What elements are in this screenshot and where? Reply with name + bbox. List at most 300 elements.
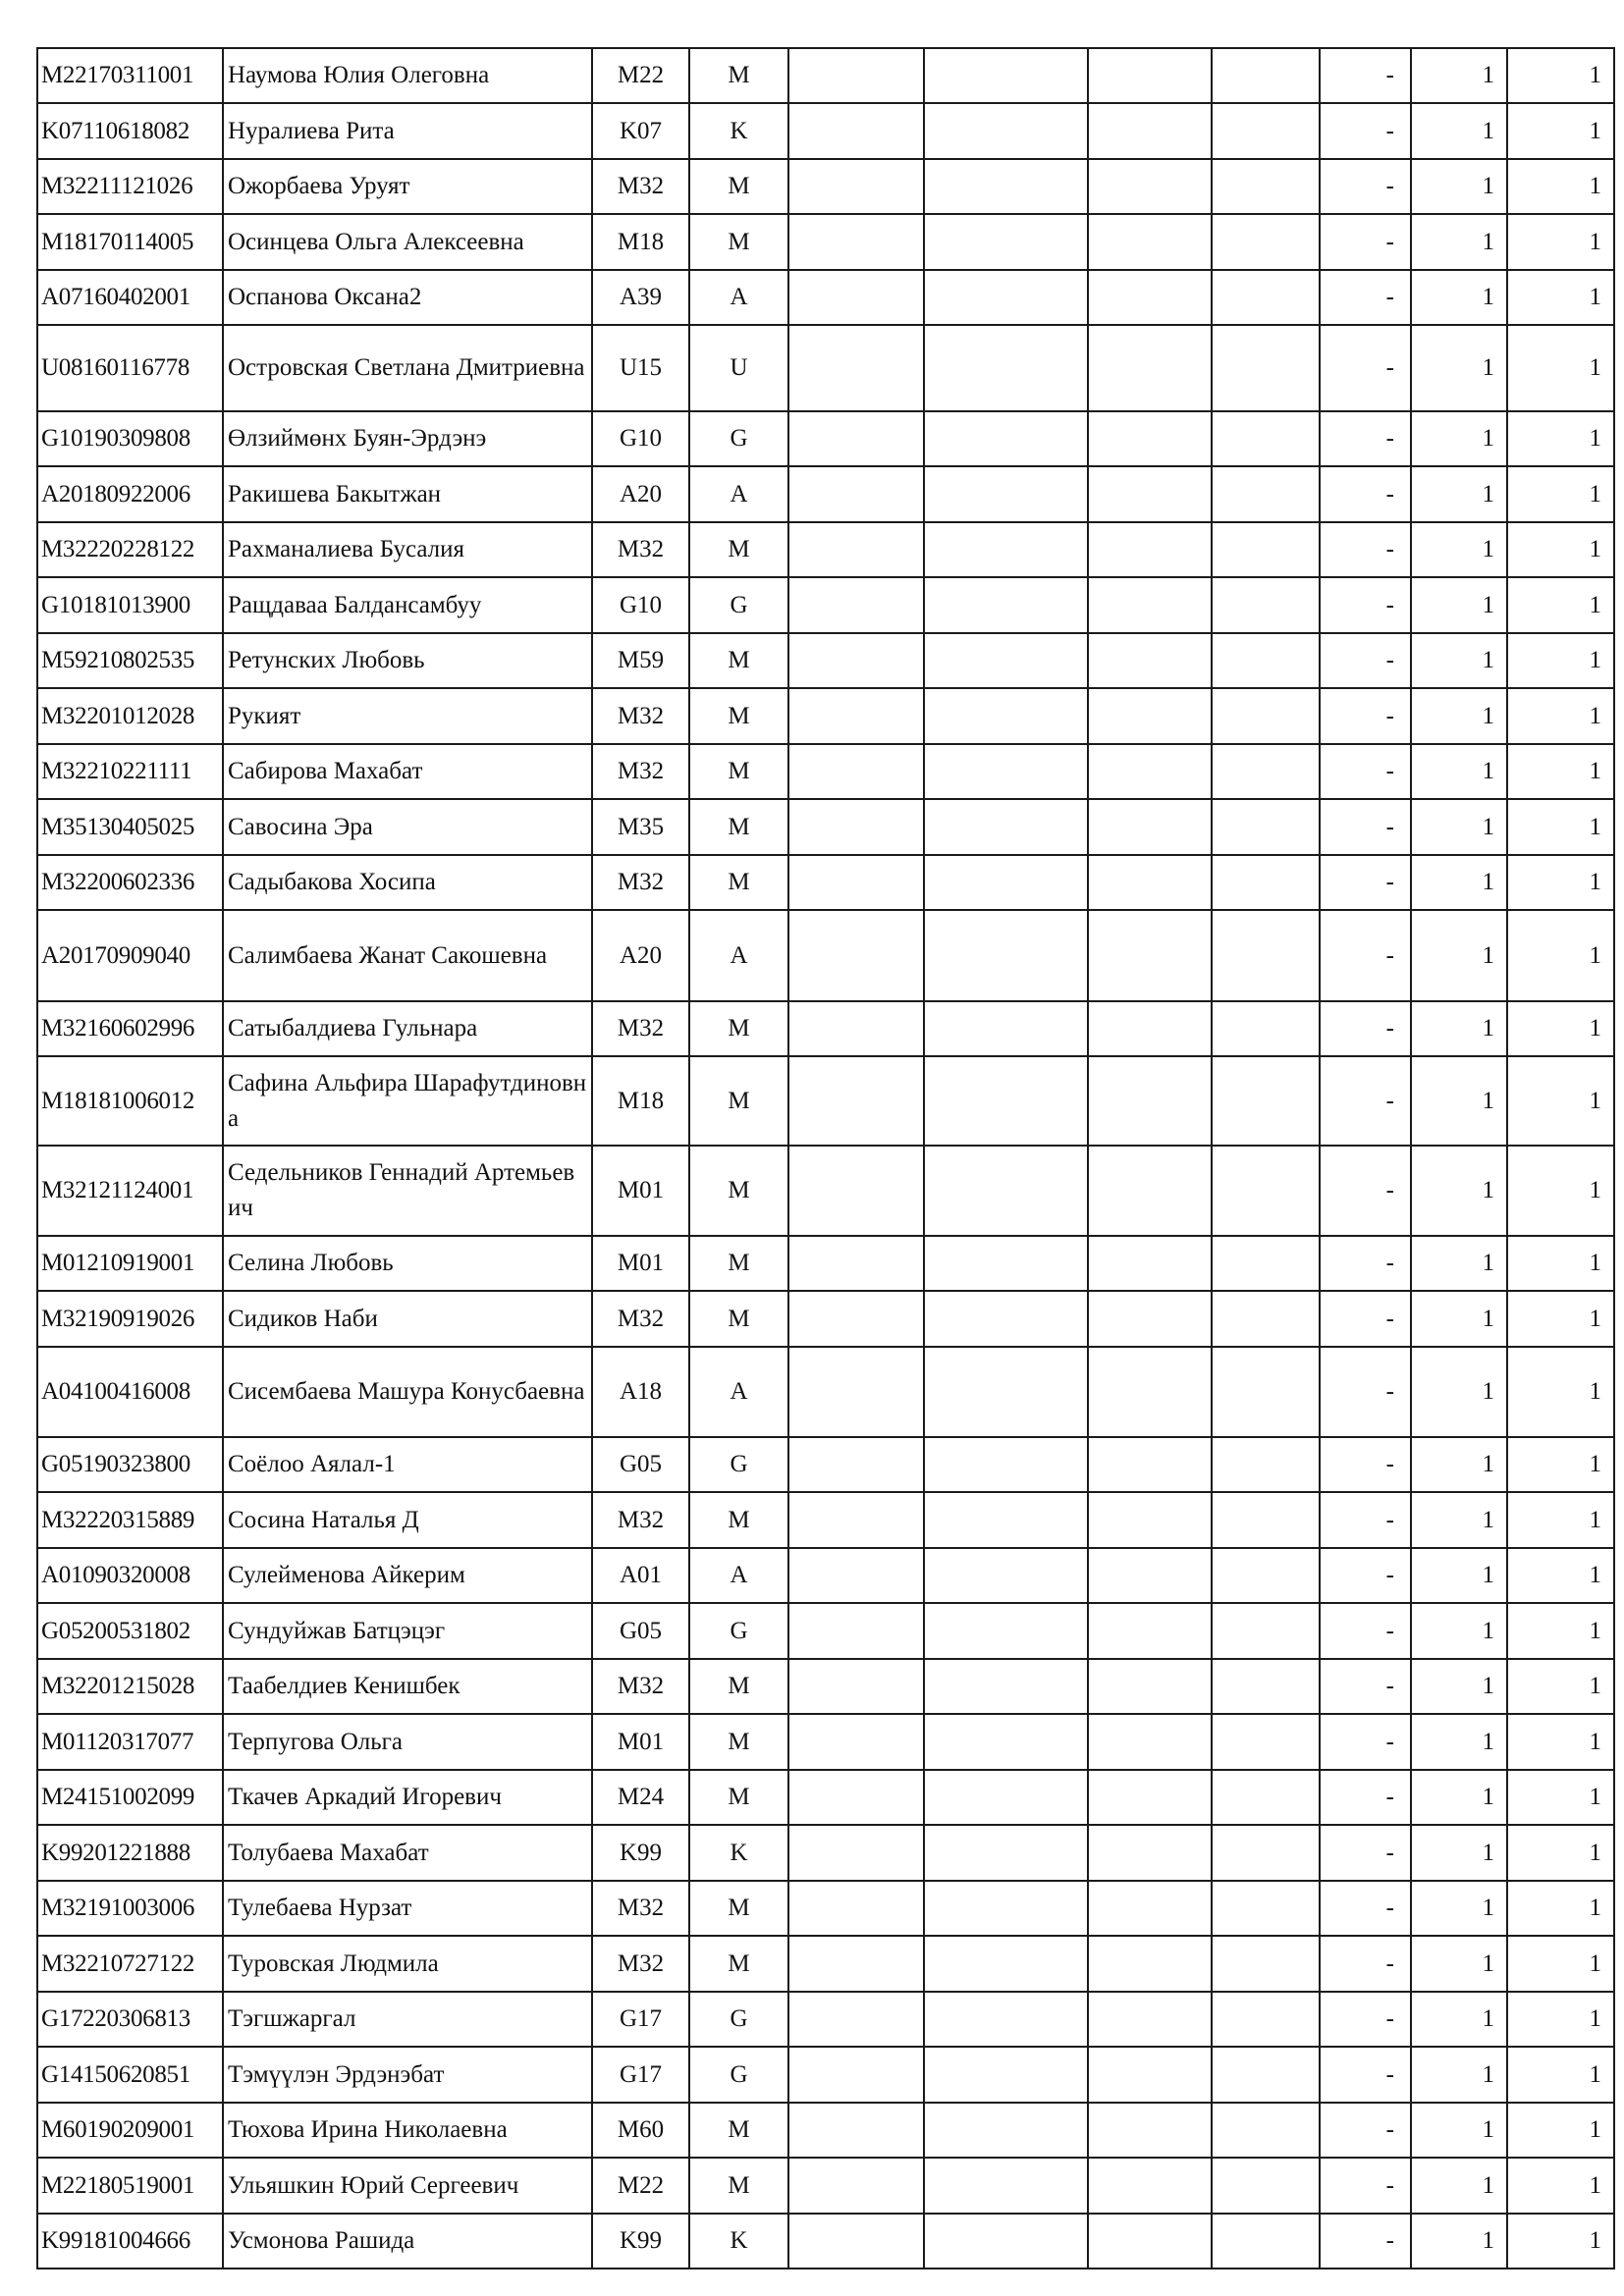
empty-cell	[924, 1936, 1088, 1992]
table-row	[37, 577, 1614, 633]
group-code-cell: U15	[592, 325, 689, 411]
participant-id-cell: K99201221888	[37, 1825, 223, 1881]
dash-cell: -	[1320, 1492, 1411, 1548]
value-2-cell: 1	[1507, 1825, 1614, 1881]
empty-cell	[1088, 2214, 1212, 2269]
category-letter-cell: A	[689, 466, 788, 522]
value-2-cell: 1	[1507, 633, 1614, 688]
participant-name-cell: Савосина Эра	[223, 799, 592, 855]
value-1-cell: 1	[1411, 744, 1507, 799]
empty-cell	[1088, 325, 1212, 411]
category-letter-cell: M	[689, 214, 788, 270]
empty-cell	[1212, 270, 1320, 325]
value-1-cell: 1	[1411, 1056, 1507, 1146]
empty-cell	[788, 1236, 924, 1291]
value-2-cell: 1	[1507, 688, 1614, 744]
dash-cell: -	[1320, 633, 1411, 688]
empty-cell	[1088, 855, 1212, 910]
empty-cell	[788, 577, 924, 633]
empty-cell	[924, 577, 1088, 633]
participant-id-cell: M01210919001	[37, 1236, 223, 1291]
empty-cell	[788, 744, 924, 799]
empty-cell	[788, 411, 924, 466]
table-row	[37, 744, 1614, 799]
table-row	[37, 799, 1614, 855]
empty-cell	[1088, 1881, 1212, 1936]
category-letter-cell: M	[689, 1056, 788, 1146]
group-code-cell: A39	[592, 270, 689, 325]
empty-cell	[1088, 1992, 1212, 2047]
category-letter-cell: M	[689, 1492, 788, 1548]
empty-cell	[1212, 1347, 1320, 1437]
category-letter-cell: G	[689, 2047, 788, 2103]
value-2-cell: 1	[1507, 1770, 1614, 1825]
value-1-cell: 1	[1411, 1881, 1507, 1936]
participant-name-cell: Усмонова Рашида	[223, 2214, 592, 2269]
dash-cell: -	[1320, 466, 1411, 522]
participant-name-cell: Нуралиева Рита	[223, 103, 592, 159]
value-2-cell: 1	[1507, 1437, 1614, 1492]
empty-cell	[788, 1603, 924, 1659]
empty-cell	[924, 1001, 1088, 1056]
dash-cell: -	[1320, 325, 1411, 411]
value-1-cell: 1	[1411, 2158, 1507, 2214]
empty-cell	[1088, 1714, 1212, 1770]
group-code-cell: G10	[592, 577, 689, 633]
dash-cell: -	[1320, 1936, 1411, 1992]
empty-cell	[924, 2047, 1088, 2103]
empty-cell	[1088, 2158, 1212, 2214]
value-1-cell: 1	[1411, 1936, 1507, 1992]
empty-cell	[788, 466, 924, 522]
group-code-cell: M32	[592, 159, 689, 214]
participant-id-cell: M22180519001	[37, 2158, 223, 2214]
empty-cell	[1088, 1603, 1212, 1659]
empty-cell	[1088, 799, 1212, 855]
value-2-cell: 1	[1507, 1881, 1614, 1936]
participant-name-cell: Садыбакова Хосипа	[223, 855, 592, 910]
table-row	[37, 1548, 1614, 1603]
category-letter-cell: M	[689, 1770, 788, 1825]
value-2-cell: 1	[1507, 1056, 1614, 1146]
group-code-cell: A20	[592, 466, 689, 522]
empty-cell	[1088, 1548, 1212, 1603]
value-2-cell: 1	[1507, 1236, 1614, 1291]
table-row	[37, 1001, 1614, 1056]
table-row	[37, 633, 1614, 688]
empty-cell	[924, 1770, 1088, 1825]
empty-cell	[1088, 522, 1212, 577]
participant-name-cell: Рукият	[223, 688, 592, 744]
group-code-cell: M32	[592, 744, 689, 799]
dash-cell: -	[1320, 744, 1411, 799]
empty-cell	[1088, 1146, 1212, 1236]
dash-cell: -	[1320, 1236, 1411, 1291]
participant-name-cell: Сабирова Махабат	[223, 744, 592, 799]
group-code-cell: M18	[592, 1056, 689, 1146]
empty-cell	[924, 1437, 1088, 1492]
dash-cell: -	[1320, 1881, 1411, 1936]
group-code-cell: M32	[592, 1881, 689, 1936]
category-letter-cell: M	[689, 799, 788, 855]
empty-cell	[1212, 1881, 1320, 1936]
participant-id-cell: G05190323800	[37, 1437, 223, 1492]
dash-cell: -	[1320, 1548, 1411, 1603]
value-1-cell: 1	[1411, 1492, 1507, 1548]
table-row	[37, 325, 1614, 411]
participant-name-cell: Таабелдиев Кенишбек	[223, 1659, 592, 1714]
participant-name-cell: Тэмүүлэн Эрдэнэбат	[223, 2047, 592, 2103]
participant-name-cell: Сулейменова Айкерим	[223, 1548, 592, 1603]
group-code-cell: M24	[592, 1770, 689, 1825]
participant-id-cell: M32160602996	[37, 1001, 223, 1056]
category-letter-cell: M	[689, 1236, 788, 1291]
table-row	[37, 1992, 1614, 2047]
group-code-cell: M01	[592, 1236, 689, 1291]
dash-cell: -	[1320, 411, 1411, 466]
value-1-cell: 1	[1411, 1992, 1507, 2047]
value-1-cell: 1	[1411, 633, 1507, 688]
dash-cell: -	[1320, 522, 1411, 577]
empty-cell	[1212, 1603, 1320, 1659]
value-2-cell: 1	[1507, 214, 1614, 270]
empty-cell	[924, 159, 1088, 214]
group-code-cell: M32	[592, 1936, 689, 1992]
value-2-cell: 1	[1507, 577, 1614, 633]
value-2-cell: 1	[1507, 466, 1614, 522]
participant-id-cell: G10181013900	[37, 577, 223, 633]
group-code-cell: M22	[592, 2158, 689, 2214]
table-row	[37, 1603, 1614, 1659]
group-code-cell: A18	[592, 1347, 689, 1437]
empty-cell	[924, 2103, 1088, 2158]
empty-cell	[788, 1001, 924, 1056]
participant-id-cell: A01090320008	[37, 1548, 223, 1603]
empty-cell	[788, 910, 924, 1001]
value-1-cell: 1	[1411, 1714, 1507, 1770]
empty-cell	[1212, 214, 1320, 270]
dash-cell: -	[1320, 214, 1411, 270]
empty-cell	[1212, 1492, 1320, 1548]
value-2-cell: 1	[1507, 1548, 1614, 1603]
value-1-cell: 1	[1411, 214, 1507, 270]
empty-cell	[788, 2214, 924, 2269]
participant-name-cell: Рахманалиева Бусалия	[223, 522, 592, 577]
empty-cell	[924, 466, 1088, 522]
category-letter-cell: M	[689, 1001, 788, 1056]
category-letter-cell: M	[689, 1936, 788, 1992]
empty-cell	[1088, 1936, 1212, 1992]
dash-cell: -	[1320, 1146, 1411, 1236]
empty-cell	[1212, 103, 1320, 159]
table-row	[37, 159, 1614, 214]
table-row	[37, 522, 1614, 577]
participant-id-cell: M32210727122	[37, 1936, 223, 1992]
participant-name-cell: Сундуйжав Батцэцэг	[223, 1603, 592, 1659]
empty-cell	[788, 48, 924, 103]
empty-cell	[1212, 466, 1320, 522]
group-code-cell: K99	[592, 2214, 689, 2269]
dash-cell: -	[1320, 2158, 1411, 2214]
value-1-cell: 1	[1411, 2047, 1507, 2103]
table-body	[37, 48, 1614, 2269]
participant-id-cell: G17220306813	[37, 1992, 223, 2047]
empty-cell	[788, 1770, 924, 1825]
group-code-cell: M32	[592, 1659, 689, 1714]
participant-name-cell: Соёлоо Аялал-1	[223, 1437, 592, 1492]
participant-name-cell: Ульяшкин Юрий Сергеевич	[223, 2158, 592, 2214]
category-letter-cell: M	[689, 855, 788, 910]
value-1-cell: 1	[1411, 270, 1507, 325]
category-letter-cell: K	[689, 103, 788, 159]
value-2-cell: 1	[1507, 1992, 1614, 2047]
value-1-cell: 1	[1411, 48, 1507, 103]
value-2-cell: 1	[1507, 744, 1614, 799]
participant-name-cell: Салимбаева Жанат Сакошевна	[223, 910, 592, 1001]
empty-cell	[1088, 1347, 1212, 1437]
empty-cell	[1212, 799, 1320, 855]
dash-cell: -	[1320, 1347, 1411, 1437]
value-2-cell: 1	[1507, 1492, 1614, 1548]
empty-cell	[1212, 1001, 1320, 1056]
participant-id-cell: U08160116778	[37, 325, 223, 411]
empty-cell	[788, 1548, 924, 1603]
empty-cell	[788, 1936, 924, 1992]
empty-cell	[1088, 1825, 1212, 1881]
empty-cell	[924, 688, 1088, 744]
value-1-cell: 1	[1411, 1659, 1507, 1714]
dash-cell: -	[1320, 1825, 1411, 1881]
group-code-cell: M60	[592, 2103, 689, 2158]
category-letter-cell: G	[689, 1992, 788, 2047]
value-1-cell: 1	[1411, 1347, 1507, 1437]
category-letter-cell: K	[689, 1825, 788, 1881]
dash-cell: -	[1320, 270, 1411, 325]
empty-cell	[788, 2158, 924, 2214]
category-letter-cell: M	[689, 1291, 788, 1347]
participant-id-cell: M22170311001	[37, 48, 223, 103]
participant-id-cell: M01120317077	[37, 1714, 223, 1770]
participant-name-cell: Тэгшжаргал	[223, 1992, 592, 2047]
table-row	[37, 1936, 1614, 1992]
empty-cell	[788, 1347, 924, 1437]
value-2-cell: 1	[1507, 159, 1614, 214]
value-2-cell: 1	[1507, 1001, 1614, 1056]
value-1-cell: 1	[1411, 2214, 1507, 2269]
participant-name-cell: Толубаева Махабат	[223, 1825, 592, 1881]
participant-name-cell: Селина Любовь	[223, 1236, 592, 1291]
dash-cell: -	[1320, 48, 1411, 103]
participant-id-cell: M32201215028	[37, 1659, 223, 1714]
empty-cell	[1088, 1770, 1212, 1825]
empty-cell	[1212, 2158, 1320, 2214]
empty-cell	[1212, 522, 1320, 577]
results-table	[36, 47, 1615, 2269]
group-code-cell: M35	[592, 799, 689, 855]
participant-id-cell: M18170114005	[37, 214, 223, 270]
table-row	[37, 855, 1614, 910]
empty-cell	[1212, 159, 1320, 214]
empty-cell	[924, 1714, 1088, 1770]
empty-cell	[788, 1146, 924, 1236]
dash-cell: -	[1320, 159, 1411, 214]
group-code-cell: M32	[592, 855, 689, 910]
dash-cell: -	[1320, 1291, 1411, 1347]
table-row	[37, 1714, 1614, 1770]
participant-name-cell: Тулебаева Нурзат	[223, 1881, 592, 1936]
empty-cell	[1088, 48, 1212, 103]
value-2-cell: 1	[1507, 855, 1614, 910]
empty-cell	[1212, 910, 1320, 1001]
participant-name-cell: Ретунских Любовь	[223, 633, 592, 688]
empty-cell	[1212, 325, 1320, 411]
value-1-cell: 1	[1411, 1770, 1507, 1825]
category-letter-cell: M	[689, 2103, 788, 2158]
group-code-cell: G05	[592, 1437, 689, 1492]
empty-cell	[924, 1492, 1088, 1548]
value-2-cell: 1	[1507, 2103, 1614, 2158]
empty-cell	[1088, 1437, 1212, 1492]
category-letter-cell: M	[689, 159, 788, 214]
empty-cell	[924, 1347, 1088, 1437]
participant-id-cell: M24151002099	[37, 1770, 223, 1825]
empty-cell	[788, 2103, 924, 2158]
participant-name-cell: Ожорбаева Уруят	[223, 159, 592, 214]
table-row	[37, 688, 1614, 744]
group-code-cell: M32	[592, 1492, 689, 1548]
group-code-cell: M59	[592, 633, 689, 688]
category-letter-cell: G	[689, 577, 788, 633]
empty-cell	[788, 1825, 924, 1881]
empty-cell	[924, 1291, 1088, 1347]
value-1-cell: 1	[1411, 577, 1507, 633]
participant-name-cell: Ткачев Аркадий Игоревич	[223, 1770, 592, 1825]
value-1-cell: 1	[1411, 522, 1507, 577]
value-2-cell: 1	[1507, 1659, 1614, 1714]
value-1-cell: 1	[1411, 1146, 1507, 1236]
value-1-cell: 1	[1411, 1291, 1507, 1347]
empty-cell	[1212, 1548, 1320, 1603]
participant-name-cell: Седельников Геннадий Артемьевич	[223, 1146, 592, 1236]
participant-id-cell: M32220315889	[37, 1492, 223, 1548]
category-letter-cell: M	[689, 1881, 788, 1936]
value-1-cell: 1	[1411, 325, 1507, 411]
empty-cell	[788, 1714, 924, 1770]
dash-cell: -	[1320, 2214, 1411, 2269]
value-1-cell: 1	[1411, 2103, 1507, 2158]
empty-cell	[788, 103, 924, 159]
participant-name-cell: Осинцева Ольга Алексеевна	[223, 214, 592, 270]
empty-cell	[924, 2158, 1088, 2214]
participant-id-cell: G10190309808	[37, 411, 223, 466]
empty-cell	[788, 1056, 924, 1146]
empty-cell	[788, 1492, 924, 1548]
participant-id-cell: A07160402001	[37, 270, 223, 325]
group-code-cell: K99	[592, 1825, 689, 1881]
empty-cell	[924, 2214, 1088, 2269]
table-row	[37, 1236, 1614, 1291]
empty-cell	[1088, 1291, 1212, 1347]
participant-id-cell: M32201012028	[37, 688, 223, 744]
table-row	[37, 48, 1614, 103]
empty-cell	[924, 744, 1088, 799]
participant-id-cell: A20170909040	[37, 910, 223, 1001]
empty-cell	[1088, 270, 1212, 325]
dash-cell: -	[1320, 1714, 1411, 1770]
empty-cell	[1088, 910, 1212, 1001]
group-code-cell: G05	[592, 1603, 689, 1659]
empty-cell	[1088, 159, 1212, 214]
value-2-cell: 1	[1507, 325, 1614, 411]
dash-cell: -	[1320, 1001, 1411, 1056]
empty-cell	[1212, 1291, 1320, 1347]
dash-cell: -	[1320, 1992, 1411, 2047]
empty-cell	[788, 688, 924, 744]
value-1-cell: 1	[1411, 688, 1507, 744]
empty-cell	[788, 2047, 924, 2103]
empty-cell	[788, 855, 924, 910]
value-1-cell: 1	[1411, 1437, 1507, 1492]
table-row	[37, 1825, 1614, 1881]
table-row	[37, 1056, 1614, 1146]
value-2-cell: 1	[1507, 799, 1614, 855]
table-row	[37, 1492, 1614, 1548]
participant-name-cell: Ракишева Бакытжан	[223, 466, 592, 522]
empty-cell	[1088, 2047, 1212, 2103]
table-row	[37, 411, 1614, 466]
empty-cell	[788, 633, 924, 688]
table-row	[37, 1146, 1614, 1236]
empty-cell	[924, 1825, 1088, 1881]
category-letter-cell: A	[689, 1548, 788, 1603]
empty-cell	[924, 1146, 1088, 1236]
value-2-cell: 1	[1507, 411, 1614, 466]
empty-cell	[788, 1291, 924, 1347]
empty-cell	[1088, 2103, 1212, 2158]
empty-cell	[1212, 2103, 1320, 2158]
empty-cell	[1088, 633, 1212, 688]
empty-cell	[1212, 1825, 1320, 1881]
empty-cell	[788, 522, 924, 577]
participant-name-cell: Островская Светлана Дмитриевна	[223, 325, 592, 411]
participant-name-cell: Сафина Альфира Шарафутдиновна	[223, 1056, 592, 1146]
group-code-cell: M32	[592, 522, 689, 577]
group-code-cell: M01	[592, 1146, 689, 1236]
category-letter-cell: M	[689, 1146, 788, 1236]
empty-cell	[1212, 1992, 1320, 2047]
empty-cell	[924, 325, 1088, 411]
table-row	[37, 1659, 1614, 1714]
participant-id-cell: A20180922006	[37, 466, 223, 522]
category-letter-cell: M	[689, 1714, 788, 1770]
group-code-cell: M22	[592, 48, 689, 103]
participant-id-cell: M32220228122	[37, 522, 223, 577]
group-code-cell: M32	[592, 688, 689, 744]
category-letter-cell: G	[689, 1603, 788, 1659]
participant-id-cell: M59210802535	[37, 633, 223, 688]
participant-name-cell: Өлзиймөнх Буян-Эрдэнэ	[223, 411, 592, 466]
empty-cell	[924, 103, 1088, 159]
participant-name-cell: Терпугова Ольга	[223, 1714, 592, 1770]
group-code-cell: G17	[592, 1992, 689, 2047]
value-1-cell: 1	[1411, 159, 1507, 214]
group-code-cell: G17	[592, 2047, 689, 2103]
table-row	[37, 214, 1614, 270]
empty-cell	[1088, 1492, 1212, 1548]
dash-cell: -	[1320, 1056, 1411, 1146]
participant-id-cell: M32191003006	[37, 1881, 223, 1936]
empty-cell	[1088, 1659, 1212, 1714]
